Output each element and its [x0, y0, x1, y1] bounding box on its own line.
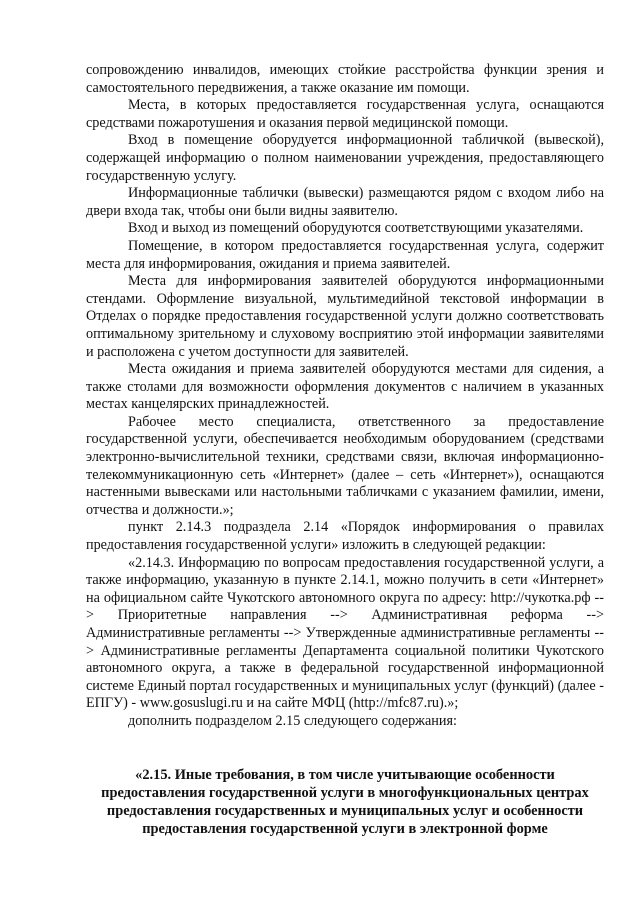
paragraph: Места, в которых предоставляется государственная услуга, оснащаются средствами пожаротушения и оказания первой медицинской помощи.	[86, 97, 604, 131]
paragraph: Помещение, в котором предоставляется государственная услуга, содержит места для информирования, ожидания и приема заявителей.	[86, 237, 604, 272]
paragraph: дополнить подразделом 2.15 следующего содержания:	[128, 712, 457, 729]
paragraph: Места для информирования заявителей оборудуются информационными стендами. Оформление визуальной, мультимедийной текстовой информации в Отделах о порядке предоставления государственной услуги должно соответствовать оптимальному зрительному и слуховому восприятию этой информации заявителями и расположена с учетом доступности для заявителей.	[86, 273, 604, 360]
paragraph: Вход и выход из помещений оборудуются соответствующими указателями.	[128, 220, 584, 237]
document-body	[86, 62, 604, 838]
paragraph: «2.14.3. Информацию по вопросам предоставления государственной услуги, а также информацию, указанную в пункте 2.14.1, можно получить в сети «Интернет» на официальном сайте Чукотского автономного округа по адресу: http://чукотка.рф --> Приоритетные направления --> Административная реформа --> Административные регламенты --> Утвержденные административные регламенты --> Административные регламенты Департамента социальной политики Чукотского автономного округа, а также в федеральной государственной информационной системе Единый портал государственных и муниципальных услуг (функций) (далее - ЕПГУ) - www.gosuslugi.ru и на сайте МФЦ (http://mfc87.ru).»;	[86, 554, 604, 712]
paragraph: сопровождению инвалидов, имеющих стойкие расстройства функции зрения и самостоятельного передвижения, а также оказание им помощи.	[86, 62, 604, 96]
section-heading: «2.15. Иные требования, в том числе учитывающие особенности предоставления государственной услуги в многофункциональных центрах предоставления государственных и муниципальных услуг и особенности предоставления государственной услуги в электронной форме	[101, 766, 589, 837]
paragraph: пункт 2.14.3 подраздела 2.14 «Порядок информирования о правилах предоставления государственной услуги» изложить в следующей редакции:	[86, 519, 604, 554]
paragraph: Информационные таблички (вывески) размещаются рядом с входом либо на двери входа так, чтобы они были видны заявителю.	[86, 185, 604, 219]
paragraph: Рабочее место специалиста, ответственного за предоставление государственной услуги, обеспечивается необходимым оборудованием (средствами электронно-вычислительной техники, средствами связи, включая информационно-телекоммуникационную сеть «Интернет» (далее – сеть «Интернет»), оснащаются настенными вывесками или настольными табличками с указанием фамилии, имени, отчества и должности.»;	[86, 413, 604, 518]
paragraph: Места ожидания и приема заявителей оборудуются местами для сидения, а также столами для возможности оформления документов с наличием в указанных местах канцелярских принадлежностей.	[86, 361, 604, 413]
paragraph: Вход в помещение оборудуется информационной табличкой (вывеской), содержащей информацию о полном наименовании учреждения, предоставляющего государственную услугу.	[86, 132, 604, 184]
